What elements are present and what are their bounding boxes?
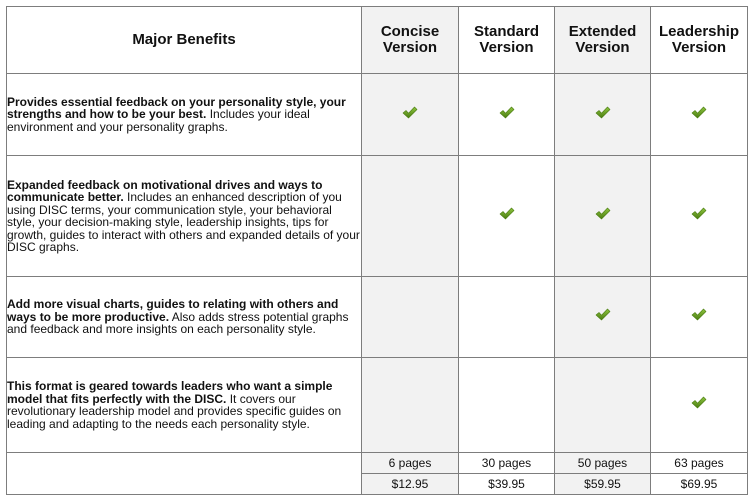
header-row — [7, 7, 748, 74]
concise-cell — [362, 74, 459, 156]
concise-cell — [362, 156, 459, 277]
extended-cell — [555, 358, 651, 453]
benefit-description — [7, 74, 362, 156]
benefit-row — [7, 74, 748, 156]
checkmark-icon — [691, 308, 707, 325]
checkmark-icon — [691, 106, 707, 123]
leadership-cell — [651, 358, 748, 453]
footer-blank-cell — [7, 453, 362, 495]
extended-cell — [555, 156, 651, 277]
checkmark-icon — [595, 308, 611, 325]
leadership-price: $69.95 — [651, 474, 748, 495]
extended-cell — [555, 277, 651, 358]
major-benefits-header: Major Benefits — [7, 7, 362, 74]
benefits-table — [6, 6, 748, 495]
standard-cell — [459, 277, 555, 358]
standard-cell — [459, 74, 555, 156]
pages-row — [7, 453, 748, 474]
checkmark-icon — [499, 207, 515, 224]
benefit-title: Expanded feedback on motivational drives and ways to communicate better. — [7, 177, 323, 204]
extended-cell — [555, 74, 651, 156]
leadership-cell — [651, 74, 748, 156]
benefit-description — [7, 277, 362, 358]
benefit-title: Add more visual charts, guides to relating with others and ways to be more productive. — [7, 297, 339, 324]
standard-pages: 30 pages — [459, 453, 555, 474]
benefit-row — [7, 156, 748, 277]
extended-pages: 50 pages — [555, 453, 651, 474]
checkmark-icon — [691, 396, 707, 413]
standard-cell — [459, 358, 555, 453]
leadership-pages: 63 pages — [651, 453, 748, 474]
benefit-row — [7, 358, 748, 453]
benefit-title: Provides essential feedback on your personality style, your strengths and how to be your best. — [7, 94, 346, 122]
checkmark-icon — [691, 207, 707, 224]
standard-price: $39.95 — [459, 474, 555, 495]
concise-cell — [362, 358, 459, 453]
benefit-description — [7, 156, 362, 277]
checkmark-icon — [402, 106, 418, 123]
checkmark-icon — [595, 106, 611, 123]
concise-version-header: Concise Version — [362, 7, 459, 74]
benefit-title: This format is geared towards leaders who want a simple model that fits perfectly with the DISC. — [7, 379, 333, 406]
leadership-cell — [651, 277, 748, 358]
leadership-cell — [651, 156, 748, 277]
benefit-description — [7, 358, 362, 453]
concise-cell — [362, 277, 459, 358]
concise-price: $12.95 — [362, 474, 459, 495]
benefit-details: Includes your ideal environment and your personality graphs. — [7, 107, 310, 134]
extended-version-header: Extended Version — [555, 7, 651, 74]
standard-cell — [459, 156, 555, 277]
benefit-details: Includes an enhanced description of you using DISC terms, your communication style, your behavioral style, your decision-making style, leadership insights, tips for growth, guides to interact with others and expanded details of your DISC graphs. — [7, 190, 360, 254]
standard-version-header: Standard Version — [459, 7, 555, 74]
leadership-version-header: Leadership Version — [651, 7, 748, 74]
checkmark-icon — [595, 207, 611, 224]
benefit-details: Also adds stress potential graphs and feedback and more insights on each personality style. — [7, 309, 349, 337]
extended-price: $59.95 — [555, 474, 651, 495]
concise-pages: 6 pages — [362, 453, 459, 474]
checkmark-icon — [499, 106, 515, 123]
benefit-details: It covers our revolutionary leadership model and provides specific guides on leading and adapting to the needs each personality style. — [7, 391, 342, 431]
benefit-row — [7, 277, 748, 358]
